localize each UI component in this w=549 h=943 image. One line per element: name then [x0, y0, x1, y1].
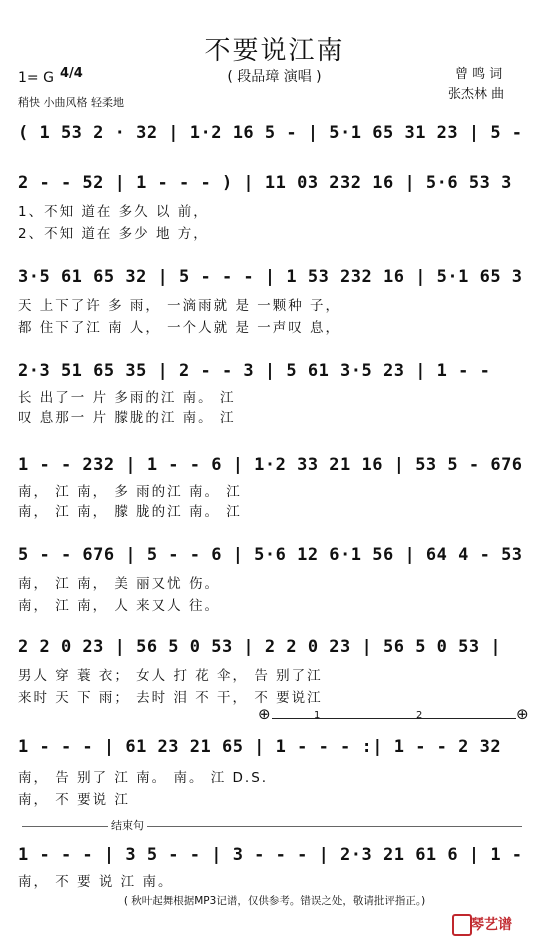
notation-line: 1 - - - | 61 23 21 65 | 1 - - - :| 1 - - 2 32 [18, 737, 502, 757]
coda-section-line [22, 826, 522, 827]
lyric-line-1: 天 上下了许 多 雨， 一滴雨就 是 一颗种 子， [18, 298, 342, 314]
lyric-line-2: 南， 江 南， 朦 胧的江 南。 江 [18, 504, 242, 520]
lyric-line-1: 南， 不 要 说 江 南。 [18, 874, 174, 890]
lyric-line-1: 南， 江 南， 美 丽又忧 伤。 [18, 576, 220, 592]
notation-line: 1 - - - | 3 5 - - | 3 - - - | 2·3 21 61 6 | 1 - [18, 845, 523, 865]
composer-credit: 张杰林 曲 [448, 87, 505, 102]
site-logo-text: 琴艺谱 [470, 917, 512, 933]
transcription-note: ( 秋叶起舞根据MP3记谱，仅供参考。错误之处，敬请批评指正。) [123, 895, 426, 907]
performer-subtitle: ( 段品璋 演唱 ) [227, 69, 322, 85]
lyric-line-2: 南， 不 要说 江 [18, 792, 130, 808]
lyricist-credit: 曾 鸣 词 [455, 67, 503, 82]
key-signature: 1= G [18, 70, 54, 86]
lyric-line-1: 1、不知 道在 多久 以 前， [18, 204, 209, 220]
notation-line: 2 - - 52 | 1 - - - ) | 11 03 232 16 | 5·6 53 3 [18, 173, 512, 193]
notation-line: 2·3 51 65 35 | 2 - - 3 | 5 61 3·5 23 | 1 - - [18, 361, 491, 381]
lyric-line-2: 南， 江 南， 人 来又人 往。 [18, 598, 220, 614]
first-ending-number: 1 [314, 710, 321, 721]
first-ending-bracket [272, 718, 402, 719]
notation-line: 1 - - 232 | 1 - - 6 | 1·2 33 21 16 | 53 5 - 676 [18, 455, 523, 475]
time-signature: 4/4 [60, 66, 83, 81]
lyric-line-1: 长 出了一 片 多雨的江 南。 江 [18, 390, 236, 406]
coda-sign-icon: ⊕ [258, 705, 271, 723]
lyric-line-2: 叹 息那一 片 朦胧的江 南。 江 [18, 410, 236, 426]
lyric-line-2: 2、不知 道在 多少 地 方， [18, 226, 209, 242]
lyric-line-1: 南， 告 别了 江 南。 南。 江 D.S. [18, 770, 269, 786]
lyric-line-1: 南， 江 南， 多 雨的江 南。 江 [18, 484, 242, 500]
notation-line: 3·5 61 65 32 | 5 - - - | 1 53 232 16 | 5·1 65 3 [18, 267, 523, 287]
coda-section-label: 结束句 [108, 817, 147, 833]
notation-line: 5 - - 676 | 5 - - 6 | 5·6 12 6·1 56 | 64 4 - 53 [18, 545, 523, 565]
notation-line: ( 1 53 2 · 32 | 1·2 16 5 - | 5·1 65 31 23 | 5 - [18, 123, 523, 143]
lyric-line-2: 都 住下了江 南 人， 一个人就 是 一声叹 息， [18, 320, 342, 336]
tempo-marking: 稍快 小曲风格 轻柔地 [18, 96, 124, 109]
lyric-line-2: 来时 天 下 雨； 去时 泪 不 干， 不 要说江 [18, 690, 323, 706]
second-ending-number: 2 [416, 710, 423, 721]
song-title: 不要说江南 [204, 36, 345, 66]
lyric-line-1: 男人 穿 蓑 衣； 女人 打 花 伞， 告 别了江 [18, 668, 323, 684]
coda-sign-icon: ⊕ [516, 705, 529, 723]
notation-line: 2 2 0 23 | 56 5 0 53 | 2 2 0 23 | 56 5 0 53 | [18, 637, 502, 657]
qinyipu-logo-icon [452, 914, 472, 936]
